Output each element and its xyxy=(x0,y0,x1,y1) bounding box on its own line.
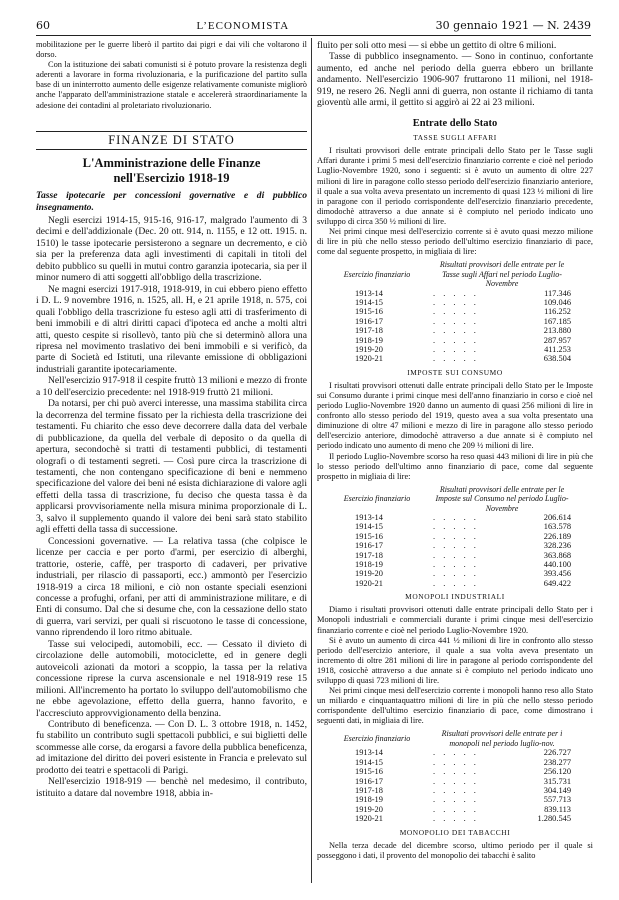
value-cell: 411.253 xyxy=(544,344,571,354)
table-header: Risultati provvisori delle entrate per i monopoli nel periodo luglio-nov. xyxy=(441,729,563,748)
value-cell: 393.456 xyxy=(543,569,571,579)
running-header xyxy=(36,19,591,36)
leader-dots: . . . . . xyxy=(433,335,479,345)
value-cell: 328.236 xyxy=(543,541,571,551)
table-row xyxy=(325,336,575,345)
leader-dots: . . . . . xyxy=(433,522,479,532)
leader-dots: . . . . . xyxy=(433,354,479,364)
right-column xyxy=(317,40,593,861)
value-cell: 839.113 xyxy=(544,804,571,814)
article-title-line: nell'Esercizio 1918-19 xyxy=(113,171,230,186)
body-paragraph: I risultati provvisori delle entrate principali dello Stato per le Tasse sugli Affari durante i primi 5 mesi dell'esercizio finanziario corrente e cioè nel periodo Luglio-Novembre 1920, sono i seguenti: si è avuto un aumento di oltre 227 milioni di lire in paragone collo stesso periodo dell'esercizio finanziario anteriore, il quale a sua volta aveva presentato un incremento di quasi 123 ½ milioni di lire in paragone con il periodo corrispondente dell'esercizio finanziario precedente, dimodochè attraverso a due annate si è compiuto nel periodo indicato uno sviluppo di circa 350 ½ milioni di lire. xyxy=(317,146,593,226)
table-row xyxy=(325,541,575,550)
table-row xyxy=(325,345,575,354)
value-cell: 117.346 xyxy=(544,288,571,298)
leader-dots: . . . . . xyxy=(433,541,479,551)
value-cell: 557.713 xyxy=(543,795,571,805)
body-paragraph: Nell'esercizio 917-918 il cespite fruttò 13 milioni e mezzo di fronte a 10 dell'esercizio precedente: nel 1918-919 fruttò 21 milioni. xyxy=(36,375,307,398)
table-header: Esercizio finanziario xyxy=(343,734,411,744)
year-cell: 1913-14 xyxy=(355,513,383,523)
leader-dots: . . . . . xyxy=(433,560,479,570)
value-cell: 649.422 xyxy=(543,578,571,588)
leader-dots: . . . . . xyxy=(433,795,479,805)
tasse-affari-block xyxy=(317,133,593,861)
table-row xyxy=(325,326,575,335)
table-header: Risultati provvisori delle entrate per le Tasse sugli Affari nel periodo Luglio-Novembre xyxy=(439,260,565,289)
leader-dots: . . . . . xyxy=(433,578,479,588)
year-cell: 1917-18 xyxy=(355,550,383,560)
table-row xyxy=(325,569,575,578)
body-paragraph: Da notarsi, per chi può averci interesse, una massima stabilita circa la decorrenza del termine fissato per la richiesta della trascrizione dei testamenti. Fu chiarito che esso deve decorrere dalla data del verbale di pubblicazione, da quella del verbale di deposito o da quella di apertura, secondochè si tratti di testamenti pubblici, di testamenti olografi o di testamenti segreti. — Così pure circa la trascrizione di testamenti, che non contengano specificazione di beni e nemmeno specificazione del valore dei beni né esista dichiarazione di valore agli effetti della tassa di trascrizione, fu deciso che questa tassa è da applicarsi provvisoriamente nella misura minima proporzionale di L. 3, salvo il supplemento quando il valore dei beni sarà stato stabilito agli effetti della tassa di successione. xyxy=(36,398,307,536)
leader-dots: . . . . . xyxy=(433,550,479,560)
column-divider xyxy=(311,38,312,883)
leader-dots: . . . . . xyxy=(433,326,479,336)
year-cell: 1914-15 xyxy=(355,522,383,532)
table-row xyxy=(325,513,575,522)
value-cell: 213.880 xyxy=(543,326,571,336)
value-cell: 109.046 xyxy=(543,297,571,307)
value-cell: 256.120 xyxy=(543,767,571,777)
value-cell: 226.189 xyxy=(543,531,571,541)
year-cell: 1913-14 xyxy=(355,288,383,298)
subsection-caps: IMPOSTE SUI CONSUMO xyxy=(407,367,503,377)
value-cell: 287.957 xyxy=(543,335,571,345)
leader-dots: . . . . . xyxy=(433,767,479,777)
body-paragraph: Nella terza decade del dicembre scorso, ultimo periodo per il quale si posseggono i dati, il provento del monopolio dei tabacchi è salito xyxy=(317,840,593,860)
year-cell: 1918-19 xyxy=(355,560,383,570)
year-cell: 1914-15 xyxy=(355,297,383,307)
year-cell: 1920-21 xyxy=(355,814,383,824)
year-cell: 1914-15 xyxy=(355,757,383,767)
revenue-table xyxy=(325,260,575,363)
table-row xyxy=(325,522,575,531)
section-heading: FINANZE DI STATO xyxy=(36,131,307,150)
value-cell: 206.614 xyxy=(543,513,571,523)
table-row xyxy=(325,758,575,767)
value-cell: 167.185 xyxy=(543,316,571,326)
table-row xyxy=(325,532,575,541)
table-row xyxy=(325,354,575,363)
table-row xyxy=(325,814,575,823)
table-row xyxy=(325,307,575,316)
leader-dots: . . . . . xyxy=(433,531,479,541)
value-cell: 638.504 xyxy=(543,354,571,364)
intro-paragraph: Con la istituzione dei sabati comunisti si è potuto provare la resistenza degli aderenti a lavorare in forma rivoluzionaria, e la purificazione del partito sulla base di un ininterrotto aumento delle esigenze relativamente comuniste migliorò anche l'apparato dell'amministrazione statale e accelererà straordinariamente la adesione dei contadini al proletariato rivoluzionario. xyxy=(36,60,307,110)
body-paragraph: Contributo di beneficenza. — Con D. L. 3 ottobre 1918, n. 1452, fu stabilito un contributo sugli spettacoli pubblici, e sui biglietti delle scommesse alle corse, da erogarsi a favore della pubblica beneficenza, ad imitazione del diritto dei poveri esistente in Francia e prelevato sul prodotto dei teatri e spettacoli di Parigi. xyxy=(36,718,307,776)
leader-dots: . . . . . xyxy=(433,776,479,786)
table-header: Esercizio finanziario xyxy=(343,269,411,279)
year-cell: 1913-14 xyxy=(355,748,383,758)
year-cell: 1920-21 xyxy=(355,354,383,364)
year-cell: 1915-16 xyxy=(355,767,383,777)
year-cell: 1919-20 xyxy=(355,344,383,354)
journal-title: L’ECONOMISTA xyxy=(196,20,290,32)
table-row xyxy=(325,805,575,814)
leader-dots: . . . . . xyxy=(433,316,479,326)
article-title xyxy=(36,156,307,186)
body-paragraph: fluito per soli otto mesi — si ebbe un gettito di oltre 6 milioni. xyxy=(317,40,557,51)
table-row xyxy=(325,748,575,757)
value-cell: 116.252 xyxy=(544,307,571,317)
table-row xyxy=(325,795,575,804)
table-row xyxy=(325,560,575,569)
body-paragraph: Concessioni governative. — La relativa tassa (che colpisce le licenze per caccia e per porto d'armi, per esercizio di alberghi, trattorie, osterie, caffè, per trasporto di cadaveri, per privative industriali, per rilascio di passaporti, ecc.) ammontò per l'esercizio 1918-919 a circa 18 milioni, e ciò non ostante speciali esenzioni concesse a profughi, orfani, per atti di amministrazione militare, e di Enti di consumo. Dal che si desume che, con la cessazione dello stato di guerra, vari servizi, per quali si riscuotono le tasse di concessione, vanno riprendendo il loro ritmo abituale. xyxy=(36,535,307,639)
article-subtitle: Tasse ipotecarie per concessioni governative e di pubblico insegnamento. xyxy=(36,190,307,213)
leader-dots: . . . . . xyxy=(433,297,479,307)
year-cell: 1918-19 xyxy=(355,335,383,345)
subsection-caps: TASSE SUGLI AFFARI xyxy=(413,133,497,143)
value-cell: 363.868 xyxy=(543,550,571,560)
subsection-caps: MONOPOLIO DEI TABACCHI xyxy=(399,827,511,837)
table-header: Risultati provvisori delle entrate per le Imposte sul Consumo nel periodo Luglio-Novembre xyxy=(435,484,569,513)
value-cell: 238.277 xyxy=(543,757,571,767)
year-cell: 1920-21 xyxy=(355,578,383,588)
section-heading: Entrate dello Stato xyxy=(412,117,498,129)
body-paragraph: Nei primi cinque mesi dell'esercizio corrente si è avuto quasi mezzo milione di lire in più che nello stesso periodo dell'ultimo esercizio finanziario di pace, come dal seguente prospetto, in migliaia di lire: xyxy=(317,227,593,257)
table-row xyxy=(325,579,575,588)
table-row xyxy=(325,298,575,307)
leader-dots: . . . . . xyxy=(433,757,479,767)
leader-dots: . . . . . xyxy=(433,785,479,795)
body-paragraph: Nei primi cinque mesi dell'esercizio corrente i monopoli hanno reso allo Stato un miliardo e cinquantaquattro milioni di lire in più che nello stesso periodo corrispondente dell'ultimo esercizio finanziario di pace, come dimostrano i seguenti dati, in migliaia di lire. xyxy=(317,686,593,726)
issue-date: 30 gennaio 1921 — N. 2439 xyxy=(435,19,591,32)
revenue-table xyxy=(325,729,575,823)
year-cell: 1917-18 xyxy=(355,785,383,795)
revenue-table xyxy=(325,485,575,588)
body-paragraph: Diamo i risultati provvisori ottenuti dalle entrate principali dello Stato per i Monopoli industriali e commerciali durante i primi cinque mesi dell'esercizio finanziario corrente e cioè nel periodo Luglio-Novembre 1920. xyxy=(317,605,593,635)
year-cell: 1915-16 xyxy=(355,531,383,541)
value-cell: 440.100 xyxy=(543,560,571,570)
leader-dots: . . . . . xyxy=(433,814,479,824)
body-paragraph: Tasse di pubblico insegnamento. — Sono in continuo, confortante aumento, ed anche nel periodo della guerra ebbero un brillante andamento. Nell'esercizio 1906-907 fruttarono 11 milioni, nel 1918-919, ne resero 26. Negli anni di guerra, non ostante il richiamo di tanta gioventù alle armi, il gettito si aggirò ai 22 ai 23 milioni. xyxy=(317,51,593,109)
table-row xyxy=(325,289,575,298)
intro-block xyxy=(36,40,307,111)
leader-dots: . . . . . xyxy=(433,307,479,317)
body-paragraph: Il periodo Luglio-Novembre scorso ha reso quasi 443 milioni di lire in più che lo stesso periodo dell'ultimo anno finanziario di pace, come dal seguente prospetto in migliaia di lire: xyxy=(317,451,593,481)
value-cell: 1.280.545 xyxy=(537,814,571,824)
year-cell: 1918-19 xyxy=(355,795,383,805)
year-cell: 1916-17 xyxy=(355,776,383,786)
year-cell: 1916-17 xyxy=(355,541,383,551)
subsection-caps: MONOPOLI INDUSTRIALI xyxy=(405,592,505,602)
left-column xyxy=(36,40,307,799)
page-number: 60 xyxy=(36,19,50,32)
leader-dots: . . . . . xyxy=(433,804,479,814)
leader-dots: . . . . . xyxy=(433,748,479,758)
value-cell: 315.731 xyxy=(543,776,571,786)
year-cell: 1919-20 xyxy=(355,804,383,814)
body-paragraph: Si è avuto un aumento di circa 441 ½ milioni di lire in confronto allo stesso periodo dell'esercizio anteriore, il quale a sua volta aveva presentato un incremento di oltre 281 milioni di lire in paragone al periodo corrispondente del 1918, cosicchè attraverso a due annate si è compiuto nel periodo indicato uno sviluppo di quasi 723 milioni di lire. xyxy=(317,635,593,686)
year-cell: 1919-20 xyxy=(355,569,383,579)
value-cell: 226.727 xyxy=(543,748,571,758)
value-cell: 163.578 xyxy=(543,522,571,532)
leader-dots: . . . . . xyxy=(433,513,479,523)
table-row xyxy=(325,317,575,326)
body-paragraph: I risultati provvisori ottenuti dalle entrate principali dello Stato per le Imposte sui Consumo durante i primi cinque mesi dell'anno finanziario in corso e cioè nel periodo Luglio-Novembre 1920 danno un aumento di quasi 256 milioni di lire in confronto allo stesso periodo del 1919, questo avea a sua volta presentato una diminuzione di oltre 47 milioni e mezzo di lire in paragone allo stesso periodo dell'esercizio anteriore, dimodochè attraverso a due annate si è compiuto nel periodo indicato uno aumento di meno che 209 ½ milioni di lire. xyxy=(317,380,593,451)
leader-dots: . . . . . xyxy=(433,288,479,298)
table-row xyxy=(325,551,575,560)
article-title-line: L'Amministrazione delle Finanze xyxy=(82,156,261,171)
leader-dots: . . . . . xyxy=(433,344,479,354)
intro-paragraph: mobilitazione per le guerre liberò il partito dai pigri e dai vili che voltarono il dorso. xyxy=(36,40,307,60)
leader-dots: . . . . . xyxy=(433,569,479,579)
table-header: Esercizio finanziario xyxy=(343,494,411,504)
body-paragraph: Nell'esercizio 1918-919 — benchè nel medesimo, il contributo, istituito a datare dal novembre 1918, abbia in- xyxy=(36,776,307,799)
table-row xyxy=(325,777,575,786)
body-paragraph: Negli esercizi 1914-15, 915-16, 916-17, malgrado l'aumento di 3 decimi e dell'addizionale (Dec. 20 ott. 914, n. 1155, e 12 ott. 1915. n. 1510) le tasse ipotecarie persisterono a segnare un decremento, e ciò sia per la preferenza data agli investimenti di capitali in titoli del debito pubblico su quelli in mutui contro garanzia ipotecaria, sia per il minor numero di atti soggetti all'obbligo della trascrizione. xyxy=(36,215,307,284)
year-cell: 1915-16 xyxy=(355,307,383,317)
body-paragraph: Tasse sui velocipedi, automobili, ecc. — Cessato il divieto di circolazione delle automobili, motociclette, ed in genere degli autoveicoli azionati da motori a scoppio, la tassa per la relativa concessione riprese la curva ascensionale e nel 1918-919 rese 15 milioni. All'incremento ha portato lo sviluppo dell'automobilismo che ne ebbe agevolazione, effetto della guerra, hanno favorito, e l'accresciuto approvvigionamento della benzina. xyxy=(36,638,307,719)
table-row xyxy=(325,786,575,795)
value-cell: 304.149 xyxy=(543,785,571,795)
table-row xyxy=(325,767,575,776)
body-paragraph: Ne magni esercizi 1917-918, 1918-919, in cui ebbero pieno effetto i D. L. 9 novembre 1916, n. 1525, all. H, e 21 aprile 1918, n. 575, coi quali l'obbligo della trascrizione fu esteso agli atti di trasferimento di beni immobili e di altri diritti capaci d'ipoteca ed anche a molti altri atti, questo cespite si risollevò, tanto più che si determinò allora una ripresa nel movimento traslativo dei beni immobili e si verificò, da parte di Società ed Istituti, una rilevante emissione di obbligazioni industriali garantite ipotecariamente. xyxy=(36,283,307,375)
year-cell: 1916-17 xyxy=(355,316,383,326)
year-cell: 1917-18 xyxy=(355,326,383,336)
